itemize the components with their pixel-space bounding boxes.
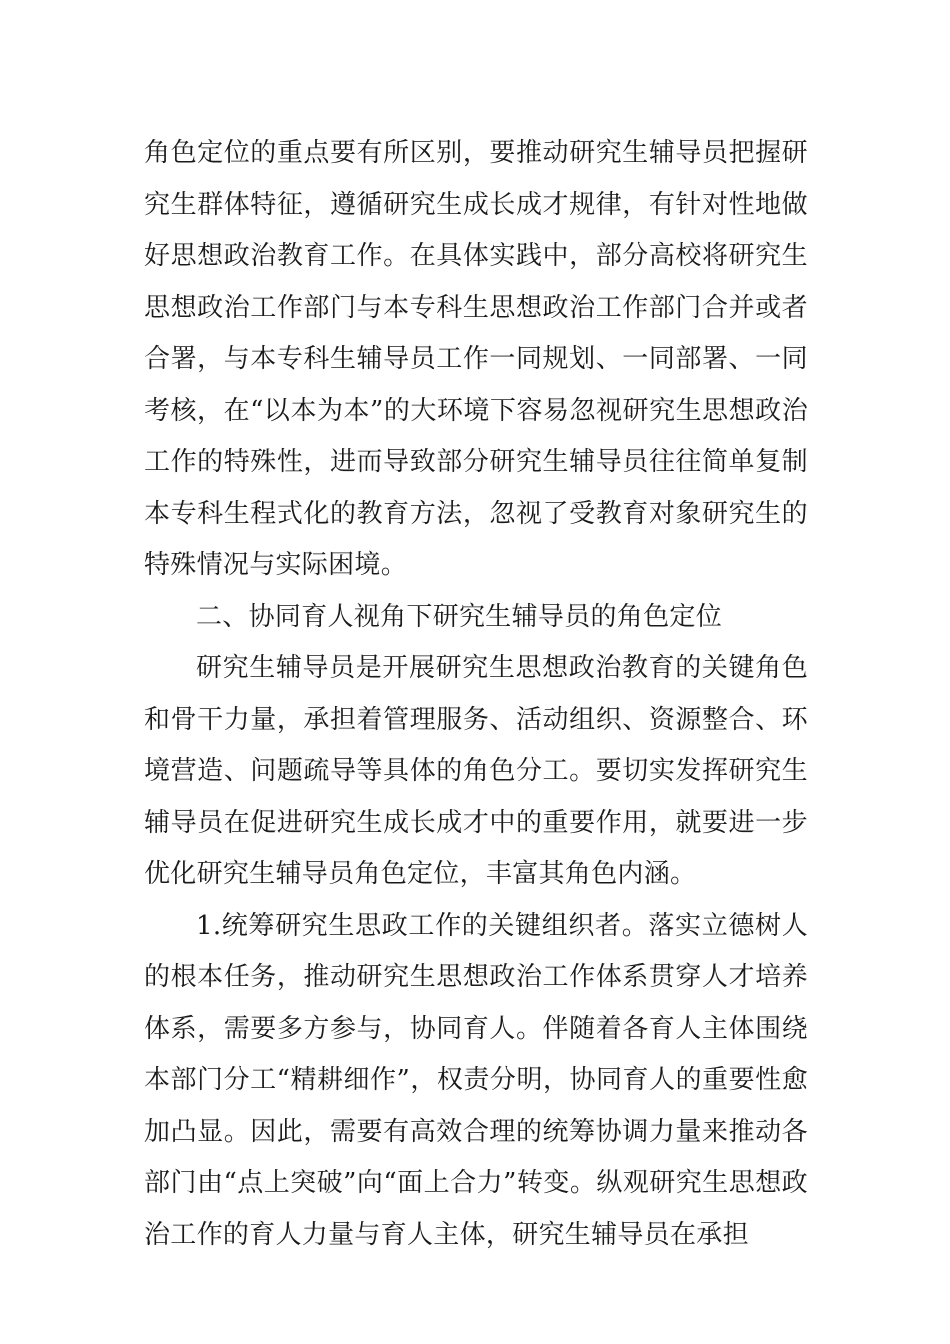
section-heading: 二、协同育人视角下研究生辅导员的角色定位 bbox=[196, 601, 723, 632]
continued-paragraph: 角色定位的重点要有所区别，要推动研究生辅导员把握研究生群体特征，遵循研究生成长成才规律，有针对性地做好思想政治教育工作。在具体实践中，部分高校将研究生思想政治工作部门与本专科生思想政治工作部门合并或者合署，与本专科生辅导员工作一同规划、一同部署、一同考核，在“以本为本”的大环境下容易忽视研究生思想政治工作的特殊性，进而导致部分研究生辅导员往往简单复制本专科生程式化的教育方法，忽视了受教育对象研究生的特殊情况与实际困境。 bbox=[144, 138, 808, 580]
section-intro-paragraph: 研究生辅导员是开展研究生思想政治教育的关键角色和骨干力量，承担着管理服务、活动组织、资源整合、环境营造、问题疏导等具体的角色分工。要切实发挥研究生辅导员在促进研究生成长成才中的重要作用，就要进一步优化研究生辅导员角色定位，丰富其角色内涵。 bbox=[144, 653, 808, 889]
document-page bbox=[144, 128, 808, 1261]
numbered-point-paragraph: 1.统筹研究生思政工作的关键组织者。落实立德树人的根本任务，推动研究生思想政治工作体系贯穿人才培养体系，需要多方参与，协同育人。伴随着各育人主体围绕本部门分工“精耕细作”，权责分明，协同育人的重要性愈加凸显。因此，需要有高效合理的统筹协调力量来推动各部门由“点上突破”向“面上合力”转变。纵观研究生思想政治工作的育人力量与育人主体，研究生辅导员在承担 bbox=[144, 910, 808, 1250]
